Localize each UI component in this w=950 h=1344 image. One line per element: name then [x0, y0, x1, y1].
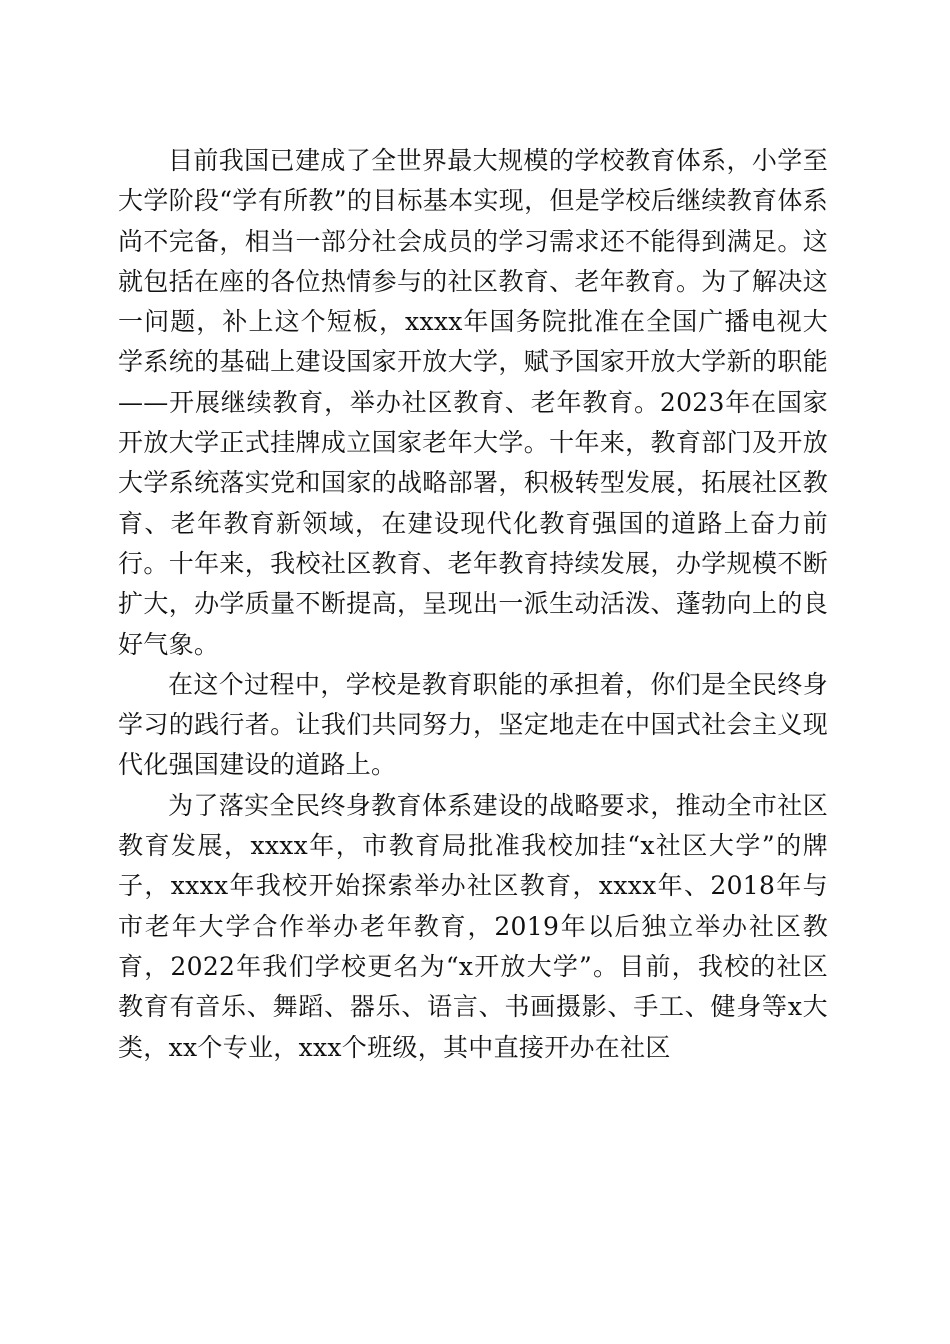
document-body — [118, 141, 828, 1068]
paragraph-1: 目前我国已建成了全世界最大规模的学校教育体系，小学至大学阶段“学有所教”的目标基本实现，但是学校后继续教育体系尚不完备，相当一部分社会成员的学习需求还不能得到满足。这就包括在座的各位热情参与的社区教育、老年教育。为了解决这一问题，补上这个短板，xxxx年国务院批准在全国广播电视大学系统的基础上建设国家开放大学，赋予国家开放大学新的职能——开展继续教育，举办社区教育、老年教育。2023年在国家开放大学正式挂牌成立国家老年大学。十年来，教育部门及开放大学系统落实党和国家的战略部署，积极转型发展，拓展社区教育、老年教育新领域，在建设现代化教育强国的道路上奋力前行。十年来，我校社区教育、老年教育持续发展，办学规模不断扩大，办学质量不断提高，呈现出一派生动活泼、蓬勃向上的良好气象。 — [118, 146, 828, 659]
paragraph-2: 在这个过程中，学校是教育职能的承担着，你们是全民终身学习的践行者。让我们共同努力，坚定地走在中国式社会主义现代化强国建设的道路上。 — [118, 669, 828, 780]
paragraph-3: 为了落实全民终身教育体系建设的战略要求，推动全市社区教育发展，xxxx年，市教育局批准我校加挂“x社区大学”的牌子，xxxx年我校开始探索举办社区教育，xxxx年、2018年与市老年大学合作举办老年教育，2019年以后独立举办社区教育，2022年我们学校更名为“x开放大学”。目前，我校的社区教育有音乐、舞蹈、器乐、语言、书画摄影、手工、健身等x大类，xx个专业，xxx个班级，其中直接开办在社区 — [118, 790, 828, 1062]
